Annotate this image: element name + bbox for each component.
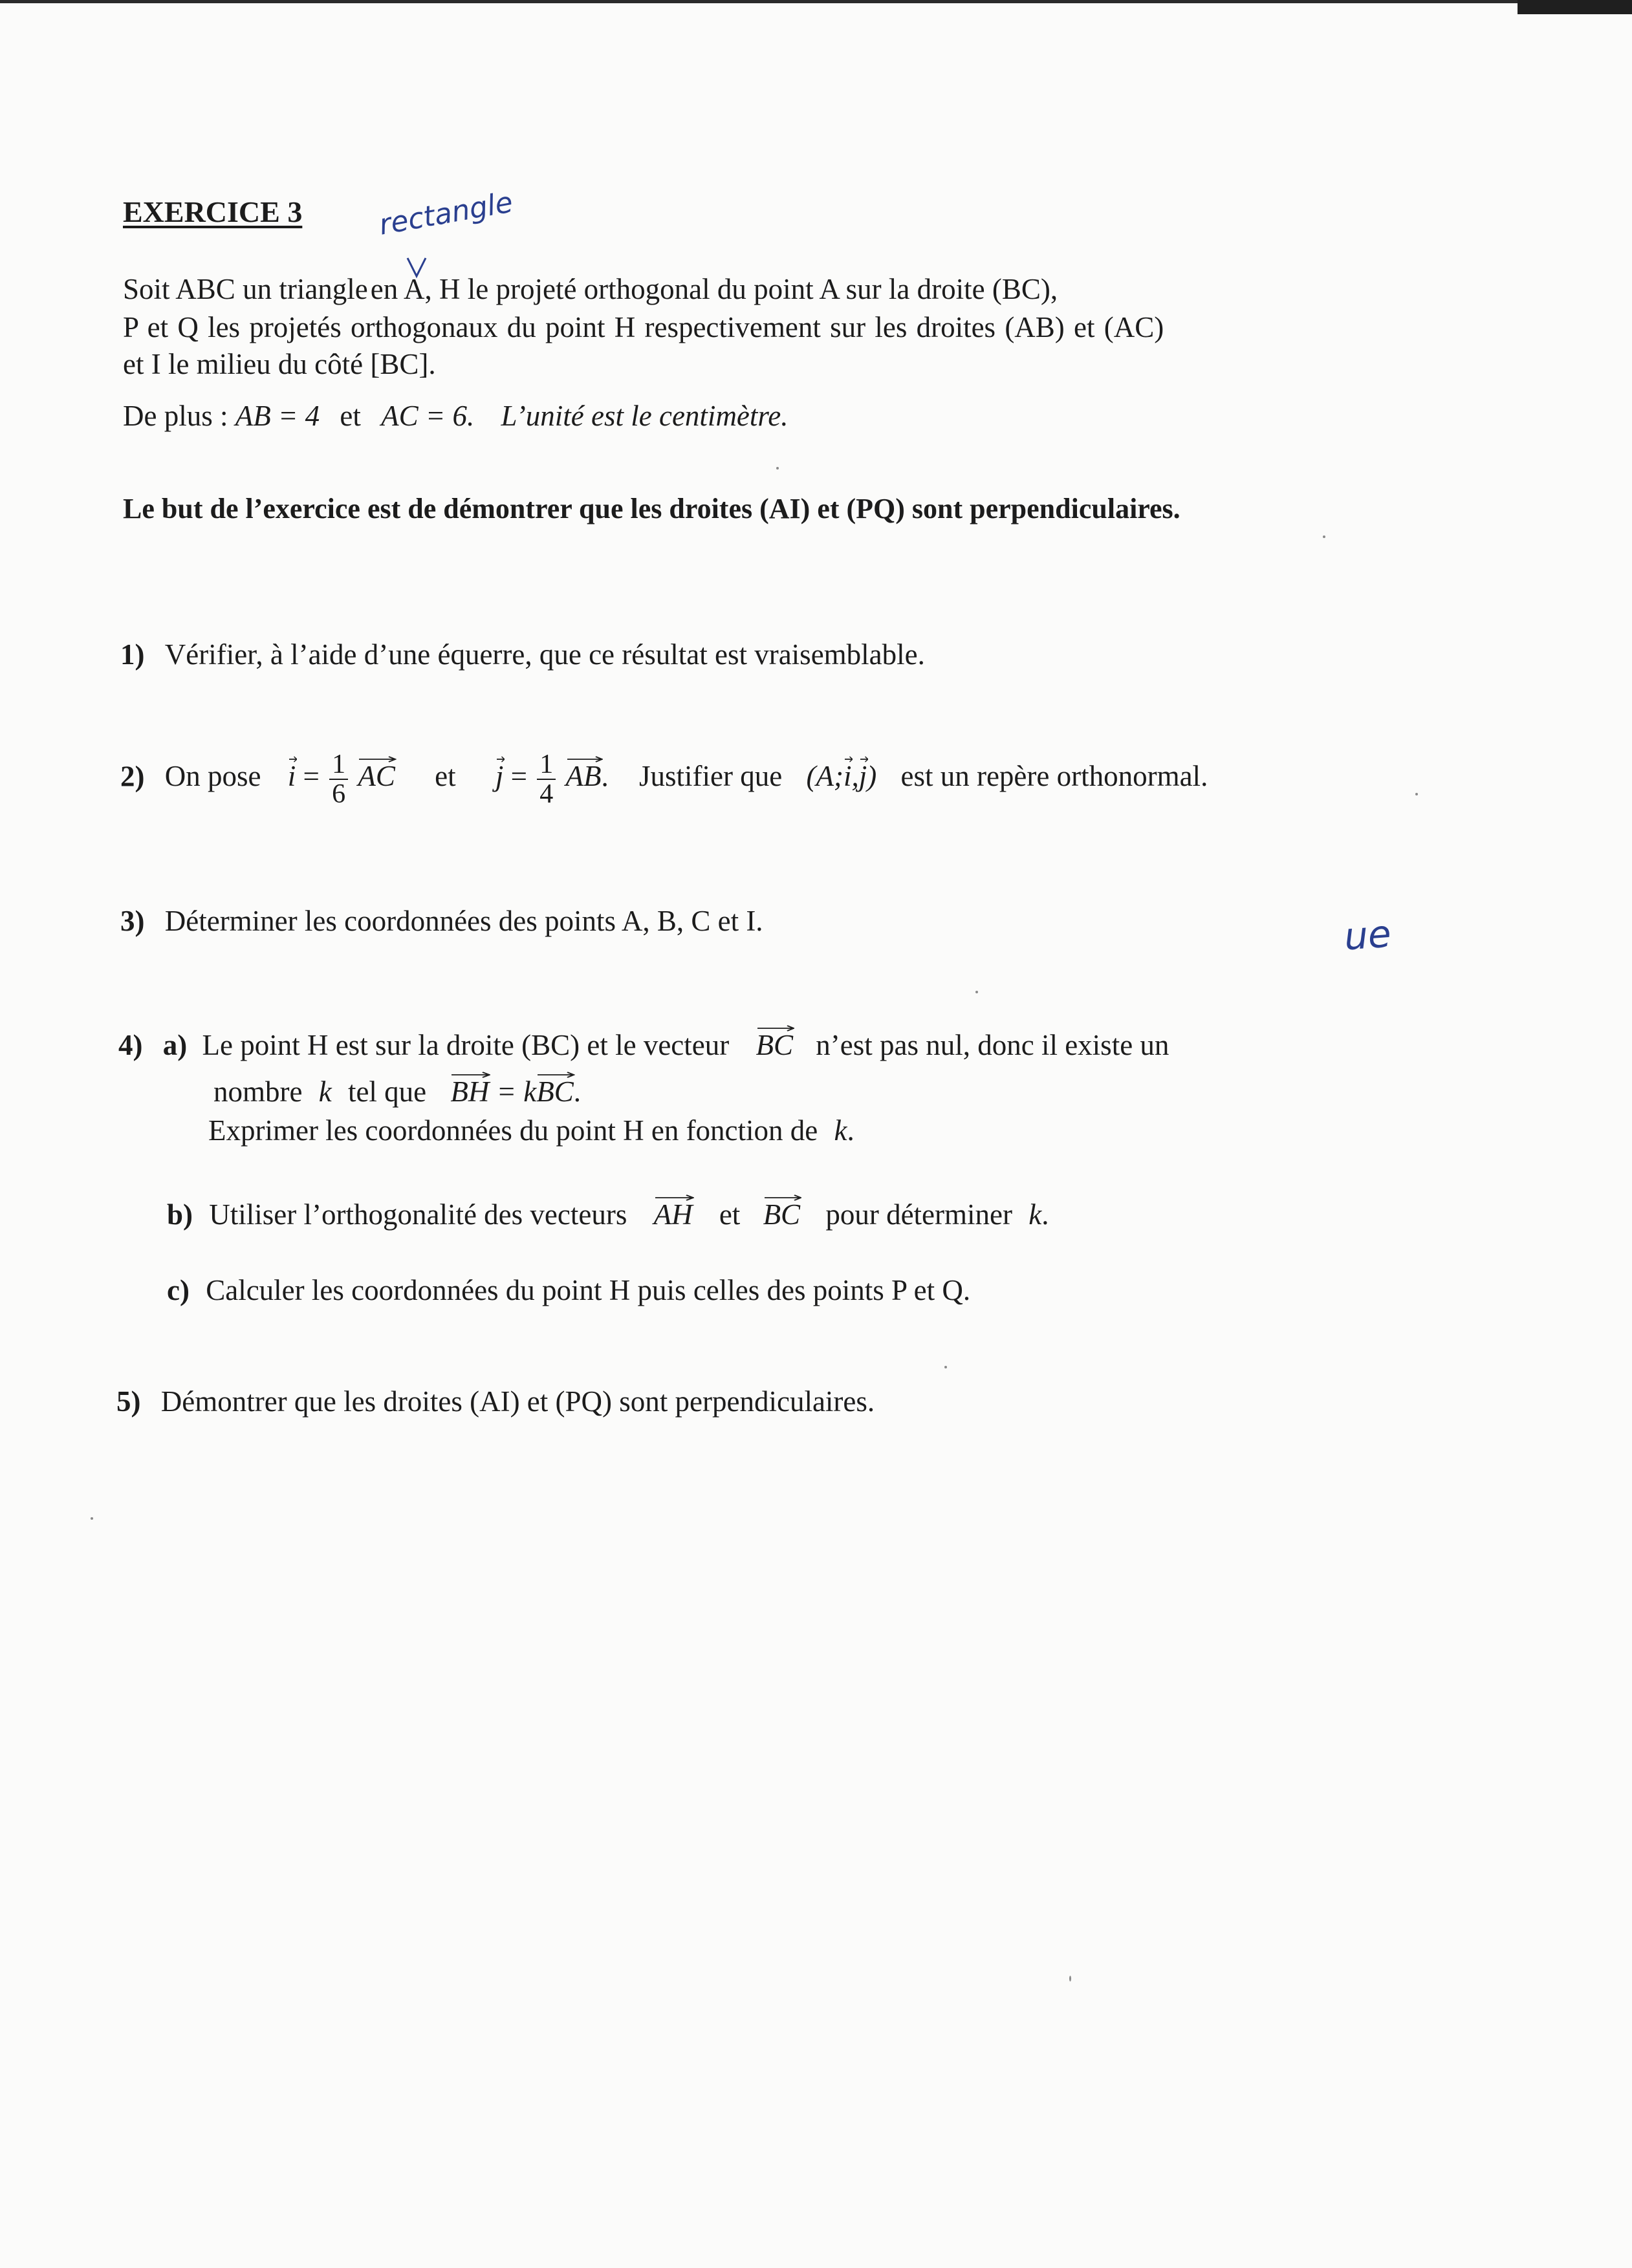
question-1: 1) Vérifier, à l’aide d’une équerre, que ce résultat est vraisemblable. <box>120 638 925 671</box>
question-4c: c) Calculer les coordonnées du point H puis celles des points P et Q. <box>167 1274 971 1306</box>
vector-bh: BH <box>450 1077 489 1107</box>
scan-speck <box>776 467 779 470</box>
vector-bc: BC <box>756 1031 794 1060</box>
vector-ab: AB <box>566 762 602 791</box>
intro-line-1: Soit ABC un triangleen A, H le projeté orthogonal du point A sur la droite (BC), <box>123 273 1058 305</box>
exercise-title: EXERCICE 3 <box>123 195 303 228</box>
vector-i: i <box>288 762 296 791</box>
scan-speck <box>944 1366 947 1368</box>
vector-ah: AH <box>654 1200 693 1229</box>
question-4a-line-1: 4) a) Le point H est sur la droite (BC) et le vecteur BC n’est pas nul, donc il existe un <box>118 1031 1169 1060</box>
vector-bc-3: BC <box>763 1200 801 1229</box>
vector-ac: AC <box>358 762 395 791</box>
intro-line-2: P et Q les projetés orthogonaux du point H respectivement sur les droites (AB) et (AC) <box>123 311 1164 343</box>
question-4a-line-2: nombre k tel que BH = kBC . <box>213 1077 581 1107</box>
question-3: 3) Déterminer les coordonnées des points A, B, C et I. <box>120 905 763 937</box>
scan-speck <box>91 1517 93 1520</box>
vector-j: j <box>495 762 504 791</box>
question-5: 5) Démontrer que les droites (AI) et (PQ) sont perpendiculaires. <box>116 1385 875 1418</box>
exercise-goal: Le but de l’exercice est de démontrer que les droites (AI) et (PQ) sont perpendiculaires. <box>123 493 1180 524</box>
vector-bc-2: BC <box>536 1077 574 1107</box>
scan-corner-edge <box>1518 0 1632 14</box>
fraction-one-sixth: $\frac{1}{6}$ <box>329 750 348 808</box>
question-4a-line-3: Exprimer les coordonnées du point H en fonction de k. <box>208 1114 854 1147</box>
scan-speck <box>1069 1976 1071 1982</box>
handwritten-annotation: rectangle <box>376 186 516 242</box>
intro-line-3: et I le milieu du côté [BC]. <box>123 348 436 380</box>
intro-line-4: De plus : AB = 4 et AC = 6. L’unité est le centimètre. <box>123 400 789 432</box>
handwritten-margin-mark: ue <box>1342 911 1393 959</box>
scan-speck <box>975 991 978 993</box>
scan-speck <box>1323 535 1325 538</box>
question-4b: b) Utiliser l’orthogonalité des vecteurs AH et BC pour déterminer k. <box>167 1200 1049 1229</box>
fraction-one-quarter: $\frac{1}{4}$ <box>537 750 556 808</box>
scan-top-edge <box>0 0 1632 3</box>
scan-speck <box>1415 793 1418 795</box>
question-2: 2) On pose i = $\frac{1}{6}$ AC et j = $\frac{1}{4}$ AB . Justifier que (A;i ,j ) est un repère orthonormal. <box>120 750 1208 810</box>
